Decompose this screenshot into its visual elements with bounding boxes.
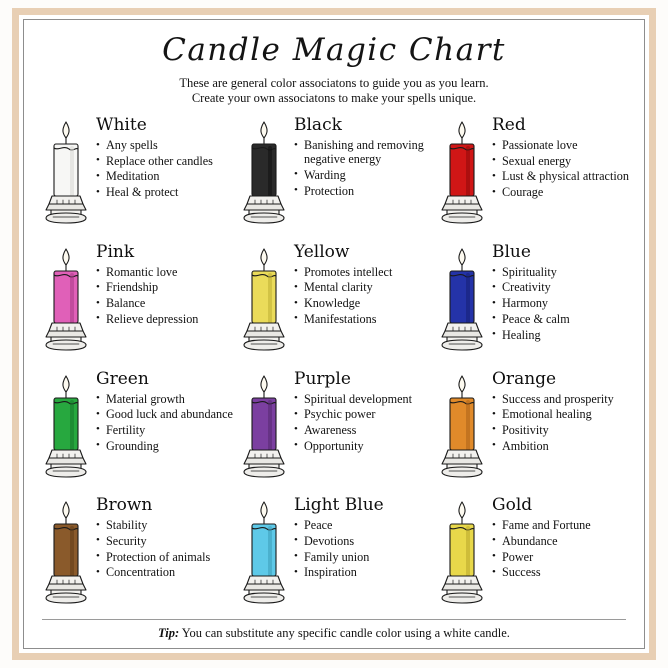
candle-trait-item: • Meditation bbox=[96, 169, 234, 183]
candle-trait-item: • Peace & calm bbox=[492, 312, 630, 326]
candle-trait-item: • Power bbox=[492, 550, 630, 564]
candle-trait-item: • Peace bbox=[294, 518, 432, 532]
candle-cell bbox=[38, 490, 234, 617]
candle-cell bbox=[38, 110, 234, 237]
candle-trait-list bbox=[294, 518, 432, 579]
candle-trait-item: • Positivity bbox=[492, 423, 630, 437]
candle-trait-list bbox=[492, 138, 630, 199]
subtitle-line-2: Create your own associatons to make your spells unique. bbox=[191, 91, 477, 105]
candle-info bbox=[490, 241, 630, 344]
candle-info bbox=[94, 368, 234, 455]
candle-trait-list bbox=[96, 518, 234, 579]
candle-trait-list bbox=[96, 392, 234, 453]
candle-trait-item: • Security bbox=[96, 534, 234, 548]
candle-color-name: Green bbox=[96, 368, 149, 389]
candle-trait-item: • Devotions bbox=[294, 534, 432, 548]
candle-trait-item: • Harmony bbox=[492, 296, 630, 310]
candle-color-name: Light Blue bbox=[294, 495, 384, 516]
candle-icon bbox=[237, 372, 291, 480]
candle-illustration bbox=[434, 494, 490, 606]
poster-outer-frame bbox=[12, 8, 656, 660]
candle-illustration bbox=[236, 368, 292, 480]
candle-info bbox=[292, 494, 432, 581]
candle-icon bbox=[435, 245, 489, 353]
candle-trait-item: • Balance bbox=[96, 296, 234, 310]
candle-trait-item: • Friendship bbox=[96, 280, 234, 294]
candle-trait-item: • Romantic love bbox=[96, 265, 234, 279]
candle-cell bbox=[434, 490, 630, 617]
candle-cell bbox=[38, 237, 234, 364]
candle-illustration bbox=[38, 241, 94, 353]
candle-cell bbox=[434, 110, 630, 237]
candle-info bbox=[490, 494, 630, 581]
candle-trait-list bbox=[492, 392, 630, 453]
candle-trait-item: • Success bbox=[492, 565, 630, 579]
candle-icon bbox=[435, 118, 489, 226]
candle-cell bbox=[434, 364, 630, 491]
candle-trait-item: • Psychic power bbox=[294, 407, 432, 421]
candle-trait-item: • Stability bbox=[96, 518, 234, 532]
candle-trait-list bbox=[294, 392, 432, 453]
candle-illustration bbox=[38, 494, 94, 606]
candle-trait-item: • Relieve depression bbox=[96, 312, 234, 326]
candle-color-name: Orange bbox=[492, 368, 557, 389]
candle-trait-item: • Abundance bbox=[492, 534, 630, 548]
candle-trait-item: • Inspiration bbox=[294, 565, 432, 579]
candle-trait-item: • Replace other candles bbox=[96, 154, 234, 168]
candle-info bbox=[292, 114, 432, 199]
candle-color-name: Blue bbox=[492, 241, 531, 262]
candle-illustration bbox=[434, 114, 490, 226]
candle-trait-list bbox=[96, 138, 234, 199]
candle-trait-item: • Ambition bbox=[492, 439, 630, 453]
candle-icon bbox=[39, 372, 93, 480]
candle-color-name: Gold bbox=[492, 495, 533, 516]
tip-text: You can substitute any specific candle color using a white candle. bbox=[179, 626, 510, 640]
candle-info bbox=[94, 494, 234, 581]
candle-color-name: Pink bbox=[96, 241, 135, 262]
candle-illustration bbox=[38, 368, 94, 480]
candle-trait-item: • Spirituality bbox=[492, 265, 630, 279]
tip-divider bbox=[42, 619, 626, 620]
candle-illustration bbox=[38, 114, 94, 226]
candle-icon bbox=[435, 498, 489, 606]
candle-cell bbox=[236, 490, 432, 617]
candle-color-name: White bbox=[96, 115, 147, 135]
candle-info bbox=[292, 368, 432, 455]
candle-illustration bbox=[434, 241, 490, 353]
tip-label: Tip: bbox=[158, 626, 180, 640]
candle-trait-item: • Family union bbox=[294, 550, 432, 564]
candle-trait-item: • Courage bbox=[492, 185, 630, 199]
candle-trait-item: • Material growth bbox=[96, 392, 234, 406]
candle-info bbox=[94, 114, 234, 201]
page-title: Candle Magic Chart bbox=[162, 32, 506, 68]
candle-info bbox=[490, 368, 630, 455]
candle-illustration bbox=[236, 241, 292, 353]
candle-trait-item: • Manifestations bbox=[294, 312, 432, 326]
candle-illustration bbox=[236, 494, 292, 606]
candle-icon bbox=[39, 498, 93, 606]
candle-trait-item: • Sexual energy bbox=[492, 154, 630, 168]
candle-trait-item: • Lust & physical attraction bbox=[492, 169, 630, 183]
tip-note bbox=[38, 624, 630, 644]
candle-grid bbox=[38, 110, 630, 617]
candle-icon bbox=[237, 498, 291, 606]
candle-trait-item: • Creativity bbox=[492, 280, 630, 294]
candle-illustration bbox=[434, 368, 490, 480]
candle-info bbox=[94, 241, 234, 328]
candle-trait-list bbox=[294, 265, 432, 326]
candle-info bbox=[490, 114, 630, 201]
candle-trait-item: • Concentration bbox=[96, 565, 234, 579]
candle-trait-item: • Knowledge bbox=[294, 296, 432, 310]
candle-trait-list bbox=[294, 138, 432, 198]
candle-color-name: Black bbox=[294, 115, 342, 135]
candle-trait-list bbox=[96, 265, 234, 326]
candle-color-name: Yellow bbox=[294, 241, 350, 262]
candle-trait-item: • Healing bbox=[492, 328, 630, 342]
candle-trait-item: • Opportunity bbox=[294, 439, 432, 453]
candle-icon bbox=[237, 118, 291, 226]
candle-info bbox=[292, 241, 432, 328]
candle-color-name: Purple bbox=[294, 368, 351, 389]
candle-trait-item: • Banishing and removing negative energy bbox=[294, 138, 432, 166]
candle-trait-item: • Fertility bbox=[96, 423, 234, 437]
candle-trait-item: • Protection of animals bbox=[96, 550, 234, 564]
candle-illustration bbox=[236, 114, 292, 226]
subtitle-line-1: These are general color associatons to guide you as you learn. bbox=[179, 76, 489, 90]
candle-icon bbox=[237, 245, 291, 353]
candle-trait-item: • Grounding bbox=[96, 439, 234, 453]
candle-trait-item: • Any spells bbox=[96, 138, 234, 152]
candle-icon bbox=[435, 372, 489, 480]
subtitle bbox=[38, 70, 630, 108]
candle-trait-item: • Fame and Fortune bbox=[492, 518, 630, 532]
candle-cell bbox=[236, 237, 432, 364]
candle-trait-item: • Protection bbox=[294, 184, 432, 198]
candle-cell bbox=[434, 237, 630, 364]
candle-icon bbox=[39, 245, 93, 353]
candle-trait-list bbox=[492, 518, 630, 579]
poster-inner-frame bbox=[23, 19, 645, 649]
candle-trait-list bbox=[492, 265, 630, 342]
candle-cell bbox=[236, 110, 432, 237]
candle-color-name: Red bbox=[492, 115, 526, 135]
candle-icon bbox=[39, 118, 93, 226]
candle-trait-item: • Spiritual development bbox=[294, 392, 432, 406]
candle-trait-item: • Emotional healing bbox=[492, 407, 630, 421]
candle-trait-item: • Heal & protect bbox=[96, 185, 234, 199]
candle-trait-item: • Mental clarity bbox=[294, 280, 432, 294]
candle-trait-item: • Good luck and abundance bbox=[96, 407, 234, 421]
candle-trait-item: • Passionate love bbox=[492, 138, 630, 152]
candle-trait-item: • Success and prosperity bbox=[492, 392, 630, 406]
candle-cell bbox=[38, 364, 234, 491]
candle-color-name: Brown bbox=[96, 495, 153, 516]
candle-trait-item: • Promotes intellect bbox=[294, 265, 432, 279]
candle-cell bbox=[236, 364, 432, 491]
candle-trait-item: • Awareness bbox=[294, 423, 432, 437]
candle-trait-item: • Warding bbox=[294, 168, 432, 182]
